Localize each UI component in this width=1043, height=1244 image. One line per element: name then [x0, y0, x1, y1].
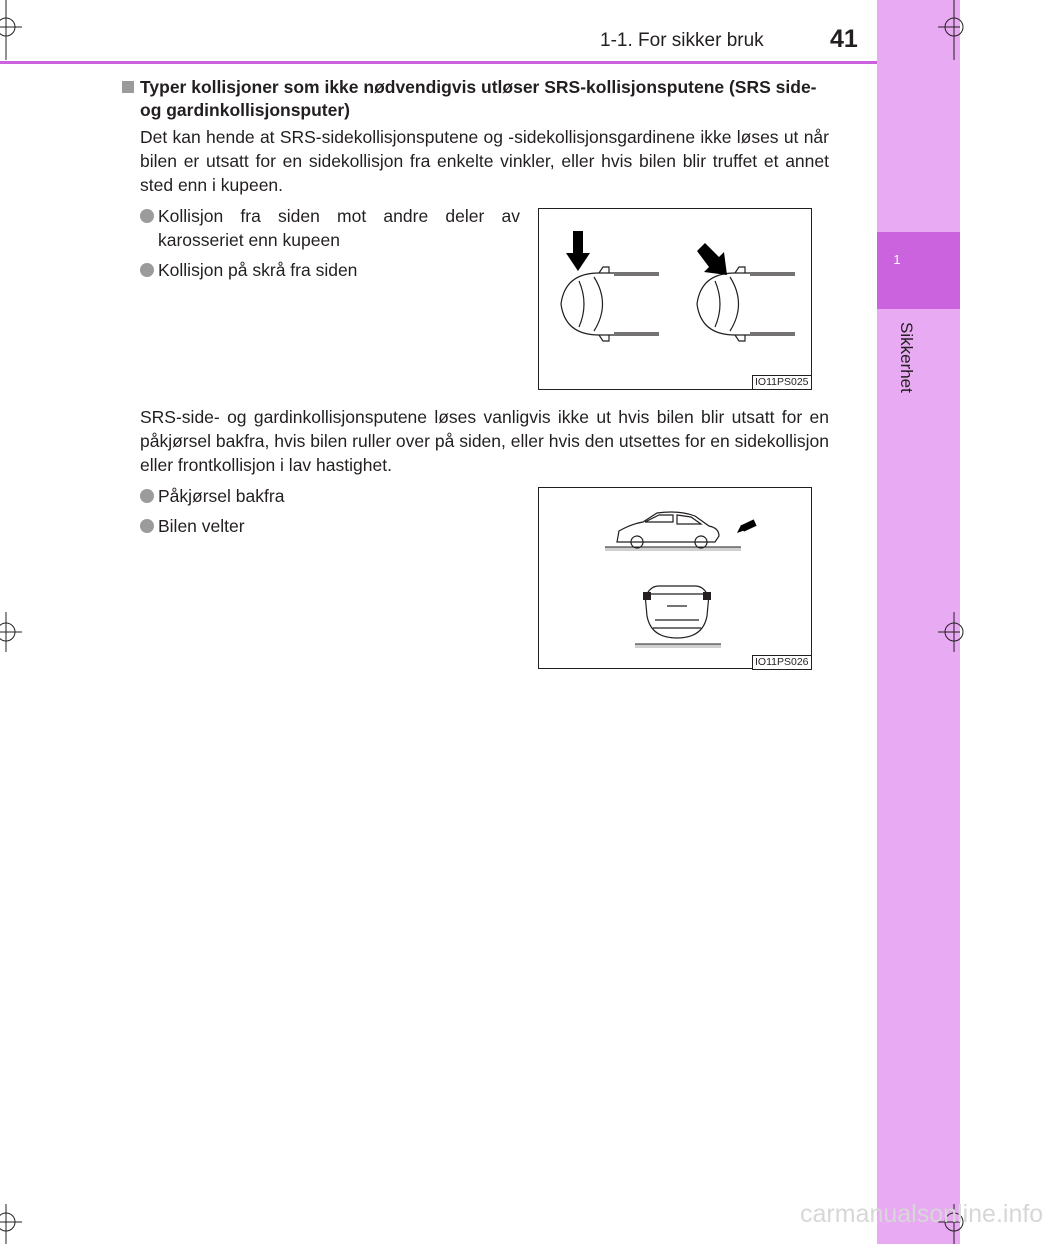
bullet-text: Kollisjon fra siden mot andre deler av karosseriet enn kupeen — [158, 206, 520, 250]
bullet-text: Bilen velter — [158, 516, 245, 536]
crop-mark-bottom-left-icon — [0, 1204, 30, 1244]
bullet-icon — [140, 519, 154, 533]
heading-square-icon — [122, 81, 134, 93]
bullet-text: Påkjørsel bakfra — [158, 486, 285, 506]
list-item — [140, 204, 520, 252]
bullet-icon — [140, 263, 154, 277]
arrow-left-icon — [741, 519, 757, 531]
figure-side-collision — [538, 208, 812, 390]
watermark-text: carmanualsonline.info — [800, 1200, 1043, 1228]
arrow-down-icon — [566, 231, 590, 271]
paragraph-side-collision: Det kan hende at SRS-sidekollisjonsputene og -sidekollisjonsgardinene ikke løses ut når bilen er utsatt for en sidekollisjon fra enkelte vinkler, eller hvis bilen blir truffet et annet sted enn i kupeen. — [140, 127, 829, 195]
bullet-text: Kollisjon på skrå fra siden — [158, 260, 358, 280]
arrow-diagonal-icon — [697, 243, 727, 275]
list-item — [140, 514, 340, 538]
crop-mark-mid-right-icon — [930, 612, 960, 652]
chapter-tab[interactable] — [877, 232, 960, 309]
crop-mark-mid-left-icon — [0, 612, 30, 652]
bullet-icon — [140, 489, 154, 503]
crop-mark-top-left-icon — [0, 0, 30, 60]
figure-rear-rollover — [538, 487, 812, 669]
chapter-label: Sikkerhet — [897, 322, 916, 393]
header-divider — [0, 61, 877, 64]
paragraph-rear-collision: SRS-side- og gardinkollisjonsputene løses vanligvis ikke ut hvis bilen blir utsatt for en påkjørsel bakfra, hvis bilen ruller over på siden, eller hvis den utsettes for en sidekollisjon eller frontkollisjon i lav hastighet. — [140, 407, 829, 475]
figure-id-1: IO11PS025 — [752, 375, 812, 390]
page-number: 41 — [830, 25, 858, 53]
list-item — [140, 484, 340, 508]
heading-text: Typer kollisjoner som ikke nødvendigvis utløser SRS-kollisjonsputene (SRS side- og gardinkollisjonsputer) — [140, 77, 817, 120]
subsection-heading — [122, 76, 834, 122]
car-rear-rollover-illustration — [539, 488, 811, 668]
list-item — [140, 258, 520, 282]
section-title: 1-1. For sikker bruk — [600, 30, 764, 51]
chapter-number: 1 — [893, 252, 901, 267]
car-top-view-illustration — [539, 209, 811, 389]
figure-id-2: IO11PS026 — [752, 655, 812, 670]
crop-mark-top-right-icon — [930, 0, 960, 60]
bullet-icon — [140, 209, 154, 223]
